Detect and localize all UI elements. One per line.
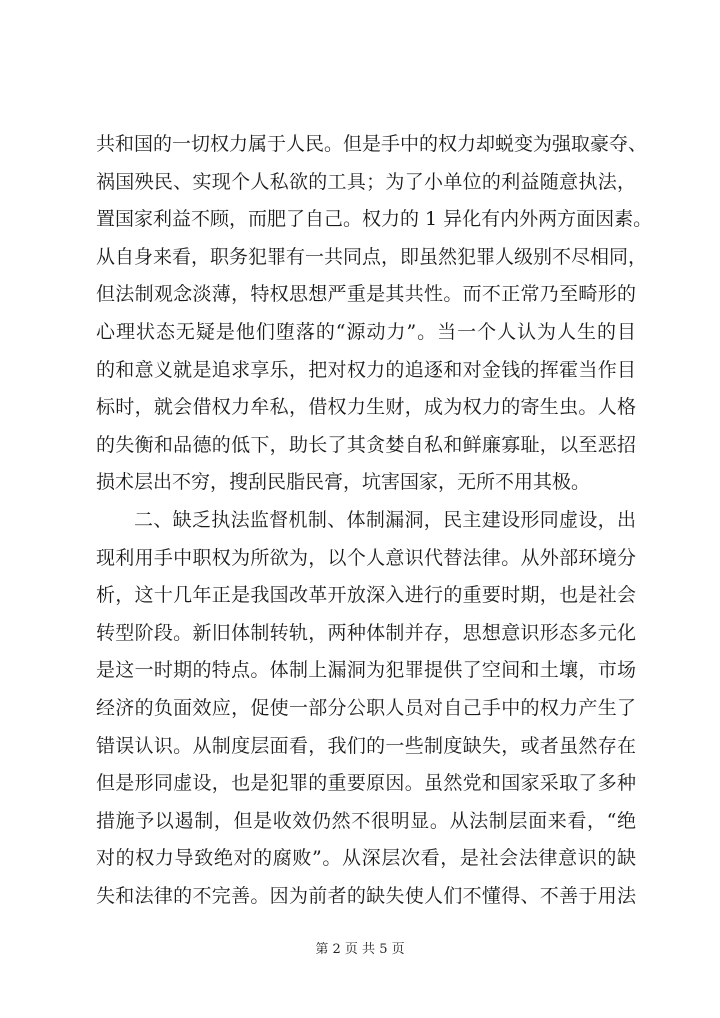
- paragraph-2: [96, 502, 636, 916]
- text-line: 对的权力导致绝对的腐败”。从深层次看，是社会法律意识的缺: [96, 847, 636, 870]
- text-line: 从自身来看，职务犯罪有一共同点，即虽然犯罪人级别不尽相同，: [96, 245, 648, 268]
- text-line: 心理状态无疑是他们堕落的“源动力”。当一个人认为人生的目: [96, 320, 636, 343]
- page-number-footer: 第 2 页 共 5 页: [315, 942, 405, 957]
- text-line: 损术层出不穷，搜刮民脂民膏，坑害国家，无所不用其极。: [96, 471, 591, 494]
- paragraph-1: [96, 126, 653, 502]
- text-line: 措施予以遏制，但是收效仍然不很明显。从法制层面来看，“绝: [96, 809, 636, 832]
- text-line: 标时，就会借权力牟私，借权力生财，成为权力的寄生虫。人格: [96, 396, 636, 419]
- text-line: 的和意义就是追求享乐，把对权力的追逐和对金钱的挥霍当作目: [96, 358, 636, 381]
- text-line: 祸国殃民、实现个人私欲的工具；为了小单位的利益随意执法，: [96, 170, 636, 193]
- text-line: 析，这十几年正是我国改革开放深入进行的重要时期，也是社会: [96, 584, 636, 607]
- text-line: 错误认识。从制度层面看，我们的一些制度缺失，或者虽然存在: [96, 734, 636, 757]
- text-line: 共和国的一切权力属于人民。但是手中的权力却蜕变为强取豪夺、: [96, 133, 648, 155]
- text-line: 但是形同虚设，也是犯罪的重要原因。虽然党和国家采取了多种: [96, 772, 636, 795]
- text-line: 转型阶段。新旧体制转轨，两种体制并存，思想意识形态多元化: [96, 621, 636, 644]
- text-line: 的失衡和品德的低下，助长了其贪婪自私和鲜廉寡耻，以至恶招: [96, 433, 636, 456]
- text-line: 置国家利益不顾，而肥了自己。权力的 1 异化有内外两方面因素。: [96, 208, 653, 231]
- text-line: 经济的负面效应，促使一部分公职人员对自己手中的权力产生了: [96, 696, 636, 719]
- text-line: 但法制观念淡薄，特权思想严重是其共性。而不正常乃至畸形的: [96, 283, 636, 306]
- text-line: 二、缺乏执法监督机制、体制漏洞，民主建设形同虚设，出: [134, 508, 636, 531]
- text-line: 现利用手中职权为所欲为，以个人意识代替法律。从外部环境分: [96, 546, 636, 569]
- text-line: 是这一时期的特点。体制上漏洞为犯罪提供了空间和土壤，市场: [96, 659, 636, 682]
- body-text: [96, 126, 653, 915]
- text-line: 失和法律的不完善。因为前者的缺失使人们不懂得、不善于用法: [96, 884, 636, 907]
